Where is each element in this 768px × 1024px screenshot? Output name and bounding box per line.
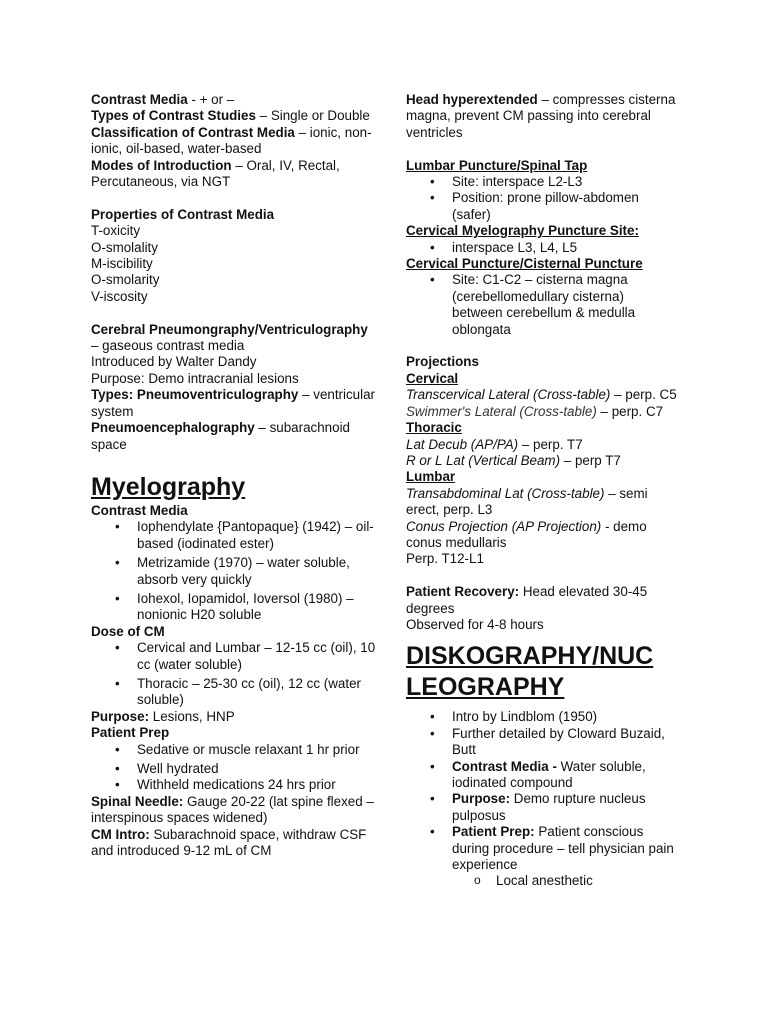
classification-line: [91, 125, 376, 158]
cervical-myelo-heading: Cervical Myelography Puncture Site:: [406, 223, 639, 239]
transcervical-line: [406, 387, 678, 403]
term-label: CM Intro:: [91, 826, 150, 842]
term-text: Water soluble, iodinated compound: [452, 758, 646, 790]
term-label: Types of Contrast Studies: [91, 108, 256, 124]
cervical-heading: Cervical: [406, 370, 459, 386]
list-item: • interspace L3, L4, L5: [406, 240, 678, 256]
diskography-list: [406, 709, 678, 889]
list-item: • Iophendylate {Pantopaque} (1942) – oil-based (iodinated ester): [91, 519, 376, 552]
term-text: – Oral, IV, Rectal, Percutaneous, via NGT: [91, 157, 340, 190]
term-text: – gaseous contrast media: [91, 338, 245, 354]
list-item: • Metrizamide (1970) – water soluble, absorb very quickly: [91, 555, 376, 588]
sub-list: [452, 873, 678, 889]
term-text: Lesions, HNP: [149, 708, 235, 724]
term-text: – ventricular system: [91, 387, 376, 419]
term-text: – subarachnoid space: [91, 420, 350, 452]
patient-prep-heading: Patient Prep: [91, 725, 170, 741]
term-label: Cerebral Pneumongraphy/Ventriculography: [91, 321, 368, 337]
list-item: • Well hydrated: [91, 761, 376, 777]
term-text: Gauge 20-22 (lat spine flexed – interspinous spaces widened): [91, 793, 374, 826]
left-column: [91, 92, 376, 859]
term-label: Transabdominal Lat (Cross-table): [406, 485, 605, 501]
list-item: • Position: prone pillow-abdomen (safer): [406, 190, 678, 223]
cervical-myelo-list: [406, 240, 678, 256]
list-item: • Further detailed by Cloward Buzaid, Butt: [406, 726, 678, 759]
term-label: Modes of Introduction: [91, 157, 232, 173]
term-text: – Single or Double: [255, 108, 370, 124]
term-label: Pneumoencephalography: [91, 420, 255, 436]
term-text: – perp. T7: [518, 436, 583, 452]
lumbar-heading: Lumbar: [406, 469, 456, 485]
list-item: • Site: C1-C2 – cisterna magna (cerebellomedullary cisterna) between cerebellum & medulla oblongata: [406, 272, 678, 338]
list-item: • Intro by Lindblom (1950): [406, 709, 678, 725]
term-text: Patient conscious during procedure – tell physician pain experience: [452, 824, 674, 873]
term-label: Conus Projection (AP Projection): [406, 518, 602, 534]
list-item: • Sedative or muscle relaxant 1 hr prior: [91, 742, 376, 758]
term-text: – semi erect, perp. L3: [406, 485, 648, 518]
dose-heading: Dose of CM: [91, 623, 165, 639]
types2-line: [91, 387, 376, 420]
list-item: [406, 791, 678, 824]
properties-heading: Properties of Contrast Media: [91, 206, 275, 222]
term-label: Lat Decub (AP/PA): [406, 436, 519, 452]
projections-heading: Projections: [406, 354, 479, 370]
list-item: • Cervical and Lumbar – 12-15 cc (oil), 10 cc (water soluble): [91, 640, 376, 673]
list-item: [406, 759, 678, 792]
lumbar-puncture-heading: Lumbar Puncture/Spinal Tap: [406, 157, 588, 173]
diskography-heading: DISKOGRAPHY/NUC LEOGRAPHY: [406, 642, 654, 702]
dose-list: [91, 640, 376, 709]
head-line: [406, 92, 678, 141]
contrast-media-heading: Contrast Media: [91, 502, 188, 518]
conus-line: [406, 519, 678, 552]
sub-list-item: o Local anesthetic: [406, 873, 678, 889]
property-item: O-smolality: [91, 239, 158, 255]
rl-lat-line: [406, 453, 678, 469]
cerebral-purpose: Purpose: Demo intracranial lesions: [91, 370, 299, 386]
contrast-media-line: [91, 92, 376, 108]
cerebral-line: [91, 322, 376, 355]
term-label: Spinal Needle:: [91, 793, 184, 809]
thoracic-heading: Thoracic: [406, 420, 462, 436]
term-label: Purpose:: [91, 708, 150, 724]
term-text: – compresses cisterna magna, prevent CM passing into cerebral ventricles: [406, 92, 676, 140]
pneumoenc-line: [91, 420, 376, 453]
term-label: Contrast Media -: [452, 758, 557, 774]
property-item: O-smolarity: [91, 272, 160, 288]
term-text: Demo rupture nucleus pulposus: [452, 791, 646, 823]
term-text: - + or –: [187, 92, 235, 107]
recovery-line: [406, 584, 678, 617]
spinal-needle-line: [91, 794, 376, 827]
list-item: [406, 824, 678, 890]
right-column: [406, 92, 678, 890]
swimmers-line: [406, 404, 678, 420]
term-label: Head hyperextended: [406, 92, 538, 107]
perp-t12-line: Perp. T12-L1: [406, 551, 484, 567]
term-text: Subarachnoid space, withdraw CSF and introduced 9-12 mL of CM: [91, 826, 367, 859]
list-item: • Withheld medications 24 hrs prior: [91, 777, 376, 793]
cervical-puncture-heading: Cervical Puncture/Cisternal Puncture: [406, 256, 643, 272]
purpose-line: [91, 709, 376, 725]
cm-intro-line: [91, 827, 376, 860]
observed-line: Observed for 4-8 hours: [406, 616, 544, 632]
term-label: Patient Prep:: [452, 824, 535, 840]
term-label: Swimmer's Lateral (Cross-table): [406, 403, 597, 419]
property-item: V-iscosity: [91, 288, 148, 304]
patient-prep-list: [91, 742, 376, 794]
modes-line: [91, 158, 376, 191]
term-label: Transcervical Lateral (Cross-table): [406, 387, 611, 403]
term-label: Contrast Media: [91, 92, 188, 107]
term-label: Classification of Contrast Media: [91, 124, 295, 140]
lumbar-puncture-list: [406, 174, 678, 223]
transabdominal-line: [406, 486, 678, 519]
term-text: – perp. C7: [596, 403, 664, 419]
contrast-media-list: [91, 519, 376, 623]
term-text: – perp. C5: [610, 387, 677, 403]
term-text: – ionic, non-ionic, oil-based, water-based: [91, 124, 372, 157]
term-label: Purpose:: [452, 791, 511, 807]
term-text: - demo conus medullaris: [406, 518, 647, 550]
myelography-heading: Myelography: [91, 472, 246, 501]
term-text: – perp T7: [560, 452, 621, 468]
list-item: • Site: interspace L2-L3: [406, 174, 678, 190]
list-item: • Thoracic – 25-30 cc (oil), 12 cc (water soluble): [91, 676, 376, 709]
term-label: Patient Recovery:: [406, 584, 520, 600]
lat-decub-line: [406, 437, 678, 453]
list-item: • Iohexol, Iopamidol, Ioversol (1980) – nonionic H20 soluble: [91, 591, 376, 624]
term-label: R or L Lat (Vertical Beam): [406, 452, 561, 468]
term-text: Head elevated 30-45 degrees: [406, 584, 648, 616]
property-item: M-iscibility: [91, 256, 153, 272]
types-line: [91, 108, 376, 124]
cerebral-intro: Introduced by Walter Dandy: [91, 354, 257, 370]
term-label: Types: Pneumoventriculography: [91, 387, 299, 403]
cervical-puncture-list: [406, 272, 678, 338]
property-item: T-oxicity: [91, 223, 141, 239]
